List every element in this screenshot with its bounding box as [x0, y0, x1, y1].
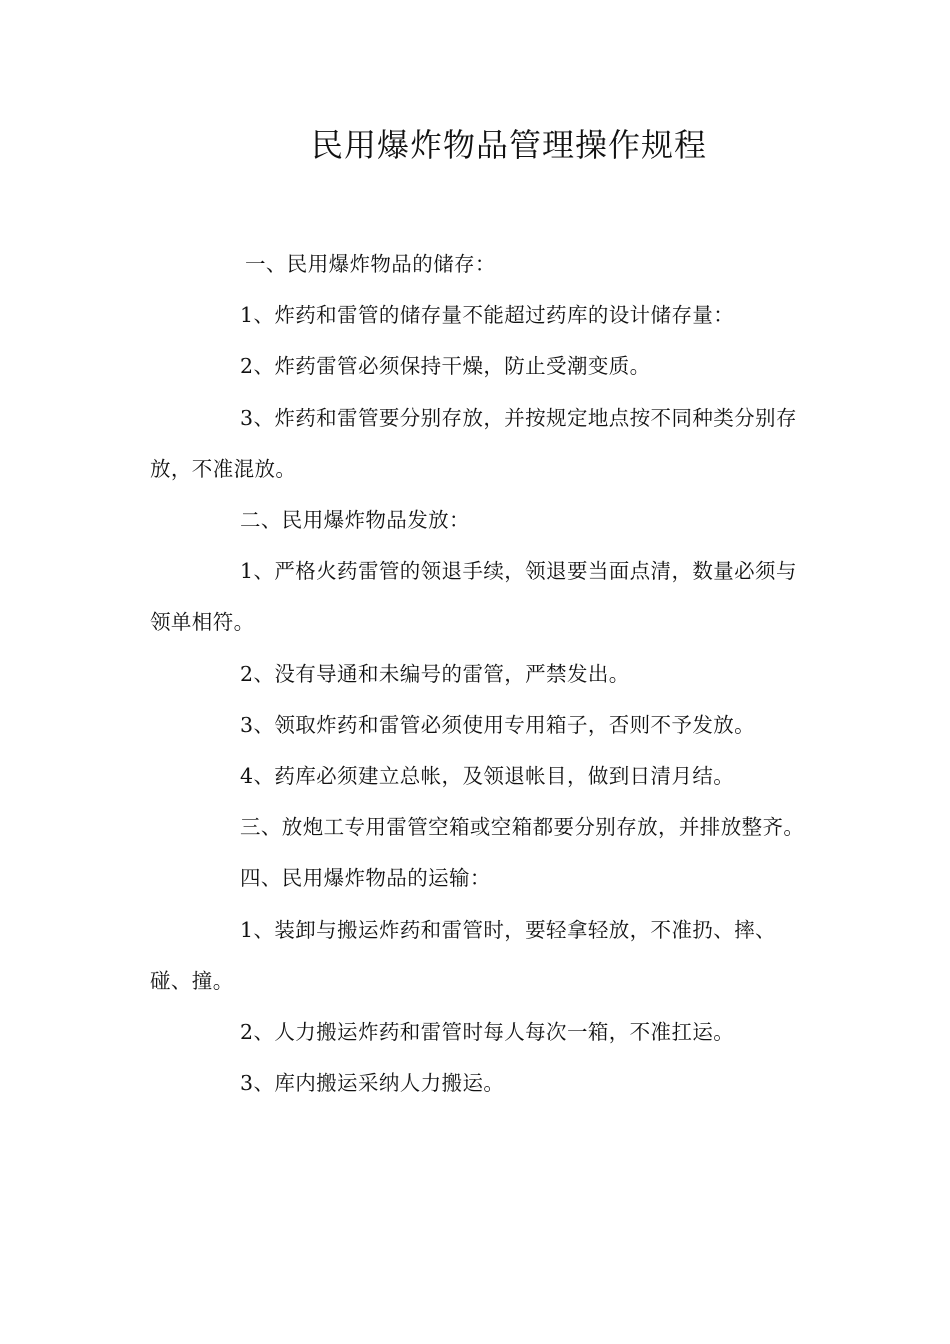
paragraph-issuing-3: 3、领取炸药和雷管必须使用专用箱子，否则不予发放。 — [240, 712, 756, 737]
paragraph-storage-2: 2、炸药雷管必须保持干燥，防止受潮变质。 — [240, 354, 651, 379]
section-heading-transport: 四、民用爆炸物品的运输： — [240, 866, 491, 891]
section-heading-issuing: 二、民用爆炸物品发放： — [240, 508, 470, 533]
document-body — [150, 239, 805, 1109]
paragraph-storage-1: 1、炸药和雷管的储存量不能超过药库的设计储存量： — [240, 303, 735, 328]
paragraph-transport-1: 1、装卸与搬运炸药和雷管时，要轻拿轻放，不准扔、摔、碰、撞。 — [150, 917, 776, 993]
paragraph-issuing-1: 1、严格火药雷管的领退手续，领退要当面点清，数量必须与领单相符。 — [150, 559, 797, 635]
paragraph-transport-2: 2、人力搬运炸药和雷管时每人每次一箱，不准扛运。 — [240, 1020, 735, 1045]
paragraph-storage-3: 3、炸药和雷管要分别存放，并按规定地点按不同种类分别存放，不准混放。 — [150, 405, 797, 481]
section-heading-storage: 一、民用爆炸物品的储存： — [245, 252, 496, 276]
section-heading-empty-boxes: 三、放炮工专用雷管空箱或空箱都要分别存放，并排放整齐。 — [240, 815, 805, 840]
paragraph-transport-3: 3、库内搬运采纳人力搬运。 — [240, 1071, 505, 1096]
document-title: 民用爆炸物品管理操作规程 — [310, 126, 707, 164]
paragraph-issuing-2: 2、没有导通和未编号的雷管，严禁发出。 — [240, 661, 630, 686]
paragraph-issuing-4: 4、药库必须建立总帐，及领退帐目，做到日清月结。 — [240, 764, 735, 789]
